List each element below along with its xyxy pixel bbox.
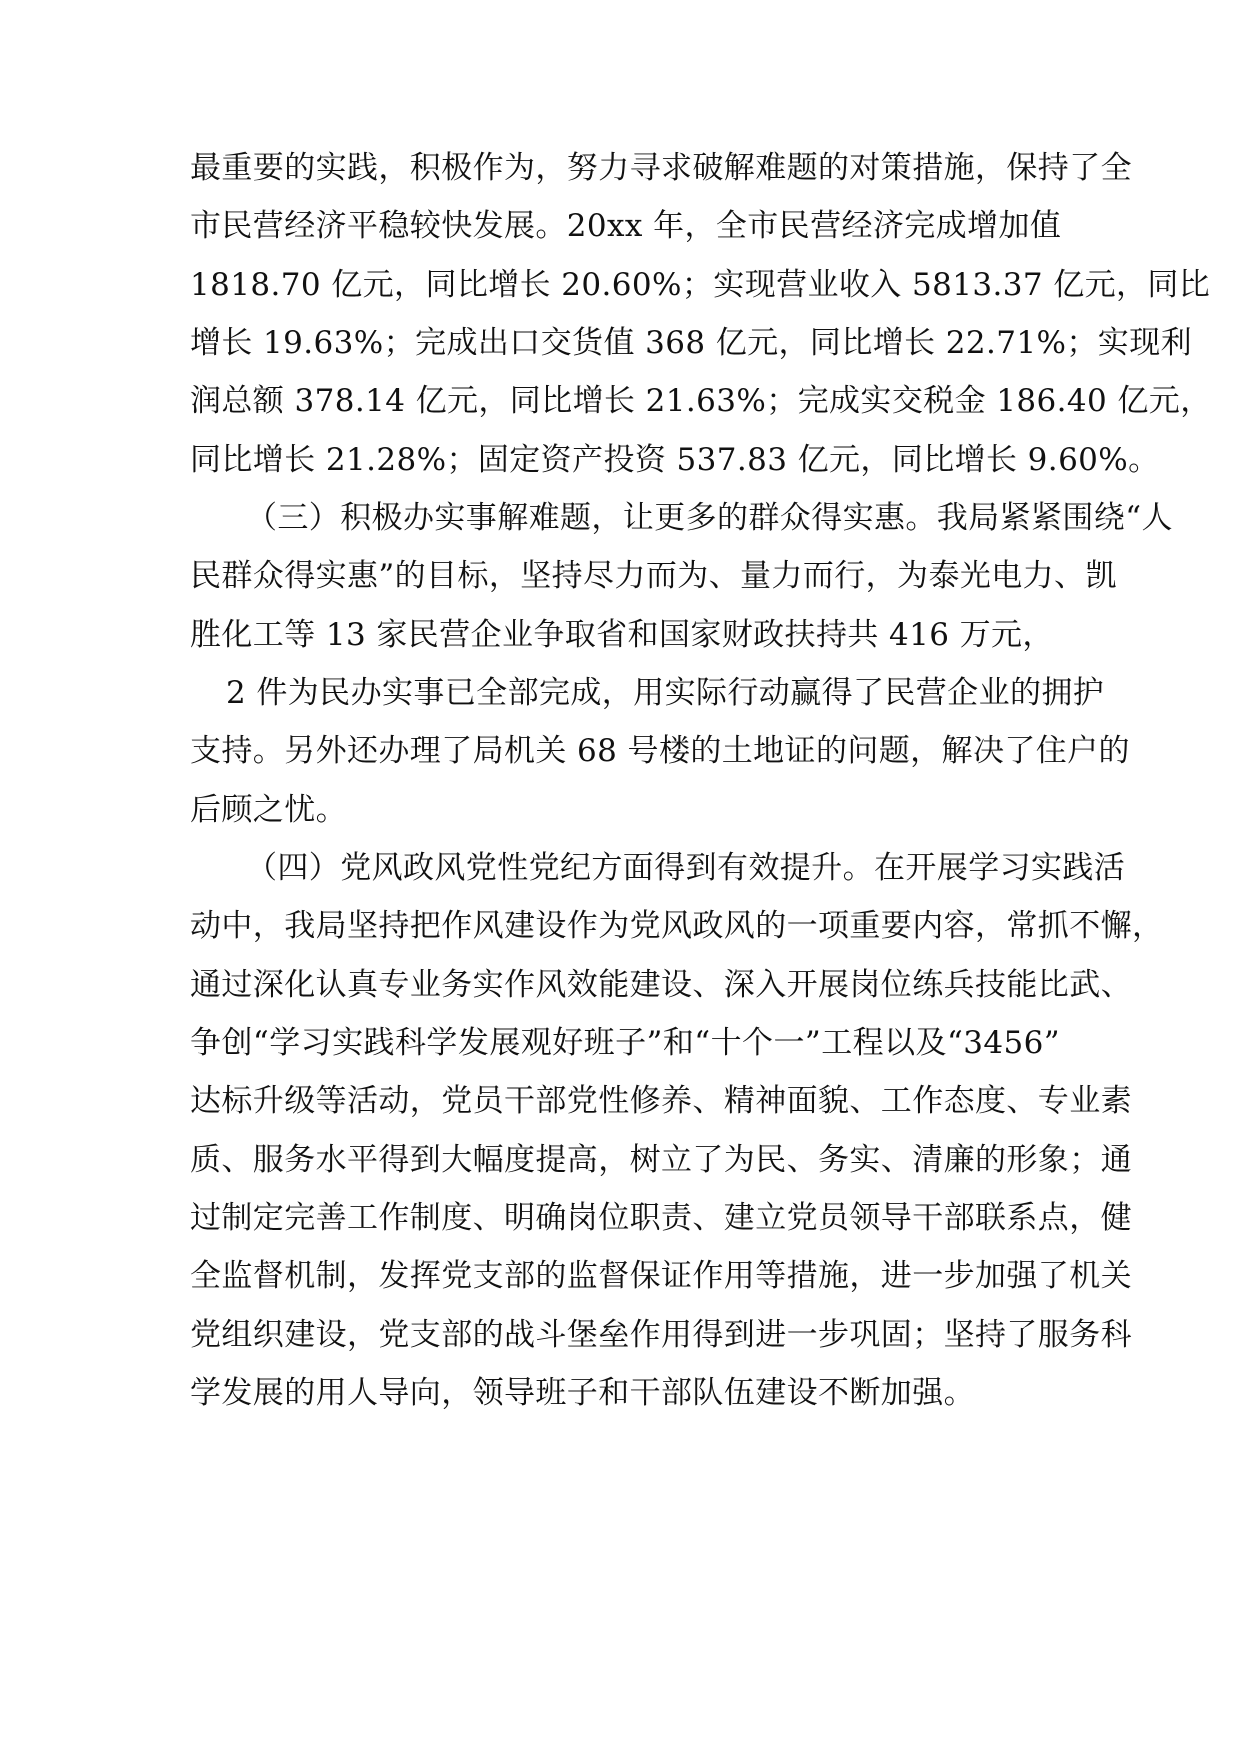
text-line: 党组织建设，党支部的战斗堡垒作用得到进一步巩固；坚持了服务科 (190, 1317, 1132, 1353)
text-line: 支持。另外还办理了局机关 68 号楼的土地证的问题，解决了住户的 (190, 733, 1130, 769)
paragraph-start-line: （三）积极办实事解难题，让更多的群众得实惠。我局紧紧围绕“人 (246, 500, 1173, 536)
text-line: 质、服务水平得到大幅度提高，树立了为民、务实、清廉的形象；通 (190, 1142, 1132, 1178)
text-line: 胜化工等 13 家民营企业争取省和国家财政扶持共 416 万元， (190, 617, 1054, 653)
text-line: 润总额 378.14 亿元，同比增长 21.63%；完成实交税金 186.40 亿元， (190, 383, 1212, 419)
paragraph-start-line: 2 件为民办实事已全部完成，用实际行动赢得了民营企业的拥护 (226, 675, 1105, 711)
text-line: 最重要的实践，积极作为，努力寻求破解难题的对策措施，保持了全 (190, 150, 1132, 186)
text-line: 学发展的用人导向，领导班子和干部队伍建设不断加强。 (190, 1375, 975, 1411)
text-line: 民群众得实惠”的目标，坚持尽力而为、量力而行，为泰光电力、凯 (190, 558, 1117, 594)
text-line: 达标升级等活动，党员干部党性修养、精神面貌、工作态度、专业素 (190, 1083, 1132, 1119)
text-line: 市民营经济平稳较快发展。20xx 年，全市民营经济完成增加值 (190, 208, 1062, 244)
text-line: 增长 19.63%；完成出口交货值 368 亿元，同比增长 22.71%；实现利 (190, 325, 1192, 361)
text-line: 过制定完善工作制度、明确岗位职责、建立党员领导干部联系点，健 (190, 1200, 1132, 1236)
text-line: 动中，我局坚持把作风建设作为党风政风的一项重要内容，常抓不懈， (190, 908, 1164, 944)
paragraph-start-line: （四）党风政风党性党纪方面得到有效提升。在开展学习实践活 (246, 850, 1126, 886)
text-line: 后顾之忧。 (190, 792, 347, 828)
text-line: 1818.70 亿元，同比增长 20.60%；实现营业收入 5813.37 亿元，同比 (190, 267, 1211, 303)
text-line: 争创“学习实践科学发展观好班子”和“十个一”工程以及“3456” (190, 1025, 1060, 1061)
text-line: 同比增长 21.28%；固定资产投资 537.83 亿元，同比增长 9.60%。 (190, 442, 1160, 478)
text-line: 通过深化认真专业务实作风效能建设、深入开展岗位练兵技能比武、 (190, 967, 1132, 1003)
text-line: 全监督机制，发挥党支部的监督保证作用等措施，进一步加强了机关 (190, 1258, 1132, 1294)
